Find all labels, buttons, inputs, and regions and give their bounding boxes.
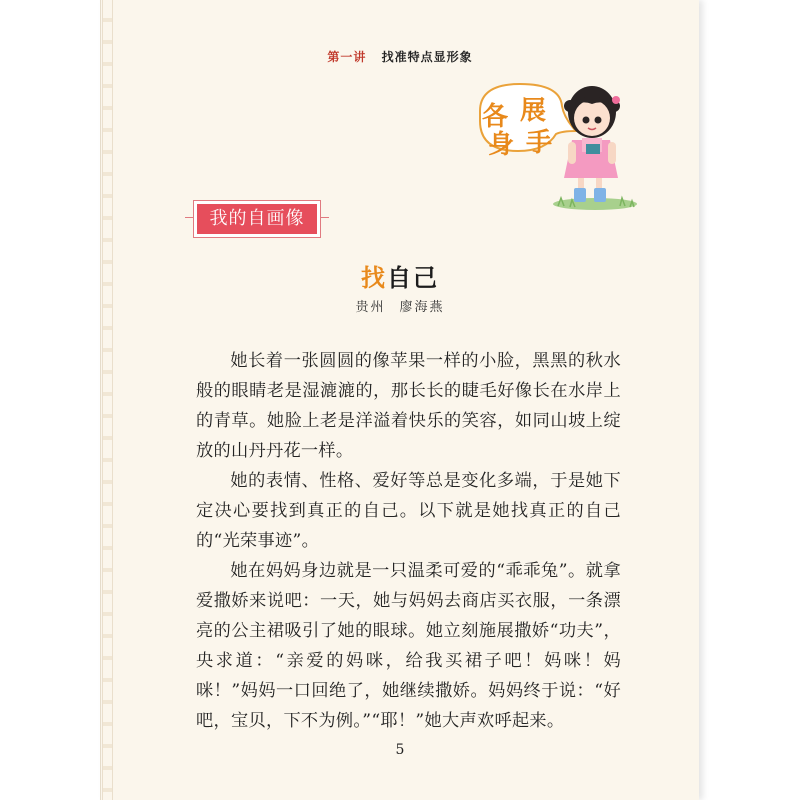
author-line [0,296,800,315]
section-badge-label: 我的自画像 [197,204,317,234]
running-header [0,48,800,65]
page-binding [102,0,113,800]
article-body [196,346,621,736]
author-name: 廖海燕 [399,300,445,315]
sticker-text [482,90,562,160]
section-badge [193,200,321,238]
paragraph: 她的表情、性格、爱好等总是变化多端，于是她下定决心要找到真正的自己。以下就是她找真正的自己的“光荣事迹”。 [196,471,621,551]
paragraph: 她长着一张圆圆的像苹果一样的小脸，黑黑的秋水般的眼睛老是湿漉漉的，那长长的睫毛好像长在水岸上的青草。她脸上老是洋溢着快乐的笑容，如同山坡上绽放的山丹丹花一样。 [196,351,621,461]
sticker-char-3: 身 [488,130,515,160]
article-title [0,258,800,293]
author-place: 贵州 [355,300,386,315]
sticker-char-2: 展 [520,96,547,126]
badge-tick-right [321,217,329,218]
article-title-rest: 自己 [387,263,439,292]
lecture-title: 找准特点显形象 [381,50,473,64]
sticker-char-1: 各 [482,102,509,132]
article-title-first-char: 找 [361,263,387,292]
page-number: 5 [395,742,405,758]
badge-tick-left [185,217,193,218]
sticker-char-4: 手 [526,128,553,158]
paragraph: 她在妈妈身边就是一只温柔可爱的“乖乖兔”。就拿爱撒娇来说吧：一天，她与妈妈去商店买衣服，一条漂亮的公主裙吸引了她的眼球。她立刻施展撒娇“功夫”，央求道：“亲爱的妈咪，给我买裙子吧！妈咪！妈咪！”妈妈一口回绝了，她继续撒娇。妈妈终于说：“好吧，宝贝，下不为例。”“耶！”她大声欢呼起来。 [196,561,621,731]
lecture-number: 第一讲 [327,50,367,64]
